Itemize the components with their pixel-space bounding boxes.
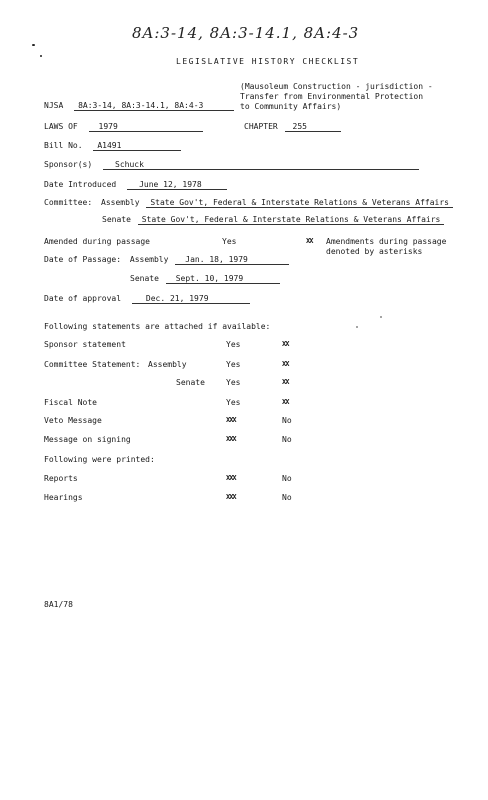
chapter-label: CHAPTER	[244, 122, 278, 131]
njsa-label: NJSA	[44, 101, 64, 110]
date-introduced-label: Date Introduced	[44, 180, 117, 189]
committee-senate-value: State Gov't, Federal & Interstate Relations & Veterans Affairs	[138, 215, 445, 225]
statement-no-struck: XX	[282, 378, 289, 386]
amended-no-struck: XX	[306, 237, 313, 245]
bill-no-value: A1491	[93, 141, 181, 151]
statement-label: Veto Message	[44, 416, 102, 425]
statement-label: Message on signing	[44, 435, 131, 444]
description-line: to Community Affairs)	[240, 102, 342, 111]
date-of-passage-assembly-label: Assembly	[129, 255, 169, 264]
date-of-approval-row	[44, 294, 250, 304]
date-of-passage-senate-value: Sept. 10, 1979	[166, 274, 280, 284]
statement-yes: Yes	[226, 340, 241, 349]
date-introduced-row	[44, 180, 227, 190]
statement-label: Committee Statement:	[44, 360, 141, 369]
date-of-passage-label: Date of Passage:	[44, 255, 122, 264]
date-introduced-value: June 12, 1978	[127, 180, 227, 190]
printed-yes-struck: XXX	[226, 474, 236, 482]
page-title: LEGISLATIVE HISTORY CHECKLIST	[176, 57, 360, 66]
sponsor-label: Sponsor(s)	[44, 160, 93, 169]
statement-yes: Yes	[226, 378, 241, 387]
njsa-row	[44, 101, 234, 111]
printed-yes-struck: XXX	[226, 493, 236, 501]
amended-yes: Yes	[222, 237, 237, 246]
committee-assembly-row	[44, 198, 453, 208]
committee-assembly-value: State Gov't, Federal & Interstate Relations & Veterans Affairs	[146, 198, 453, 208]
bill-no-label: Bill No.	[44, 141, 83, 150]
njsa-value: 8A:3-14, 8A:3-14.1, 8A:4-3	[74, 101, 234, 111]
statement-sub-label: Assembly	[148, 360, 187, 369]
amended-label: Amended during passage	[44, 237, 150, 246]
printed-heading: Following were printed:	[44, 455, 155, 464]
printed-no: No	[282, 493, 292, 502]
printed-label: Hearings	[44, 493, 83, 502]
committee-senate-label: Senate	[102, 215, 131, 224]
date-of-passage-assembly-row	[44, 255, 289, 265]
laws-of-value: 1979	[89, 122, 203, 132]
date-of-passage-assembly-value: Jan. 18, 1979	[175, 255, 289, 265]
handwritten-header: 8A:3-14, 8A:3-14.1, 8A:4-3	[132, 24, 360, 42]
statement-no: No	[282, 435, 292, 444]
description-line: (Mausoleum Construction - jurisdiction -	[240, 82, 433, 91]
statement-no: No	[282, 416, 292, 425]
attached-heading: Following statements are attached if available:	[44, 322, 271, 331]
sponsor-value: Schuck	[103, 160, 419, 170]
statement-no-struck: XX	[282, 360, 289, 368]
committee-senate-row	[102, 215, 444, 225]
sponsor-row	[44, 160, 419, 170]
committee-label: Committee:	[44, 198, 93, 207]
scan-speck	[40, 55, 42, 57]
chapter-value: 255	[285, 122, 341, 132]
scan-speck	[380, 316, 382, 318]
statement-yes: Yes	[226, 360, 241, 369]
date-of-approval-value: Dec. 21, 1979	[132, 294, 250, 304]
description-line: Transfer from Environmental Protection	[240, 92, 424, 101]
amended-note	[326, 237, 446, 257]
statement-label: Sponsor statement	[44, 340, 126, 349]
date-of-passage-senate-label: Senate	[130, 274, 159, 283]
statement-no-struck: XX	[282, 398, 289, 406]
scan-speck	[32, 44, 35, 46]
amended-note-line: denoted by asterisks	[326, 247, 423, 256]
scan-speck	[356, 326, 358, 328]
statement-sub-label: Senate	[176, 378, 205, 387]
footer-code: 8A1/78	[44, 600, 73, 609]
statement-yes: Yes	[226, 398, 241, 407]
committee-assembly-label: Assembly	[101, 198, 140, 207]
date-of-passage-senate-row	[130, 274, 280, 284]
chapter-row	[244, 122, 341, 132]
statement-yes-struck: XXX	[226, 435, 236, 443]
statement-label: Fiscal Note	[44, 398, 97, 407]
laws-of-label: LAWS OF	[44, 122, 78, 131]
laws-of-row	[44, 122, 203, 132]
printed-no: No	[282, 474, 292, 483]
description-note	[240, 82, 433, 112]
statement-no-struck: XX	[282, 340, 289, 348]
statement-yes-struck: XXX	[226, 416, 236, 424]
printed-label: Reports	[44, 474, 78, 483]
amended-note-line: Amendments during passage	[326, 237, 447, 246]
date-of-approval-label: Date of approval	[44, 294, 122, 303]
bill-no-row	[44, 141, 181, 151]
